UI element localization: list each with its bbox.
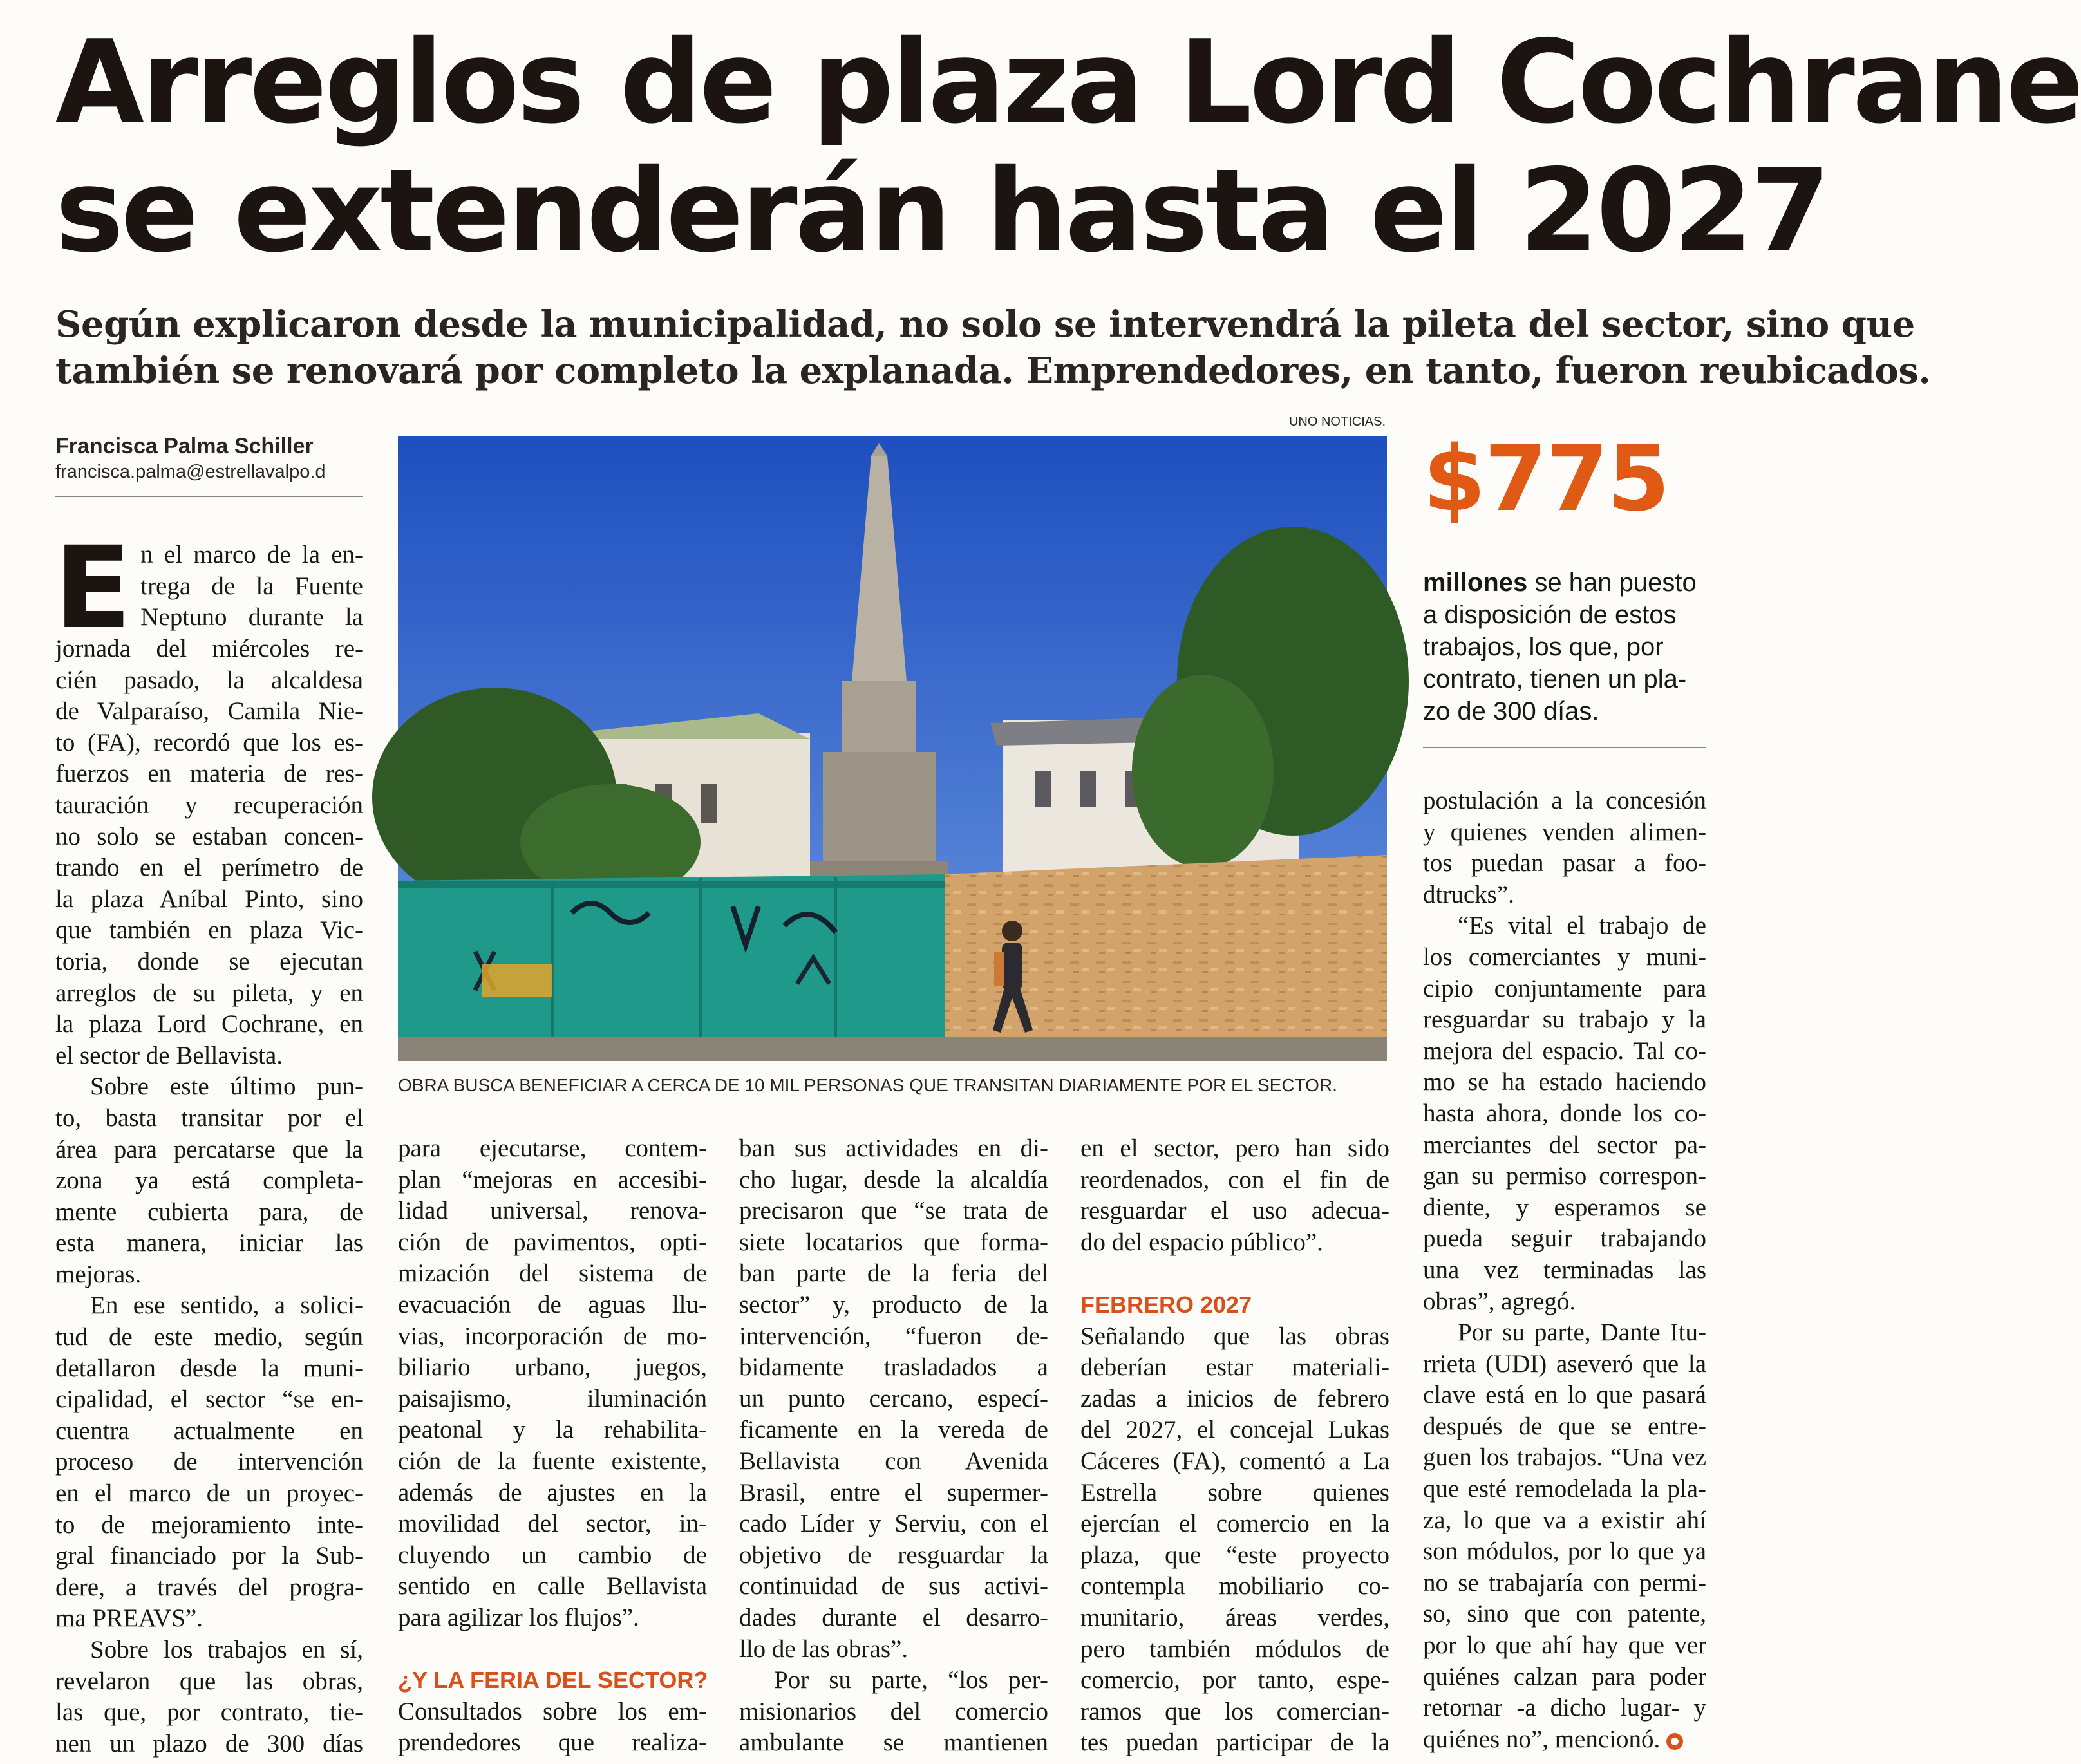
- text-line: ban parte de la feria del: [739, 1259, 1048, 1288]
- text-line: lidad universal, renova-: [398, 1197, 707, 1225]
- spacer: [398, 1634, 707, 1665]
- text-line: clave está en lo que pasará: [1423, 1381, 1706, 1409]
- text-line: mo se ha estado haciendo: [1423, 1068, 1706, 1096]
- text-line: postulación a la concesión: [1423, 787, 1706, 814]
- subheadline-line-2: también se renovará por completo la explanada. Emprendedores, en tanto, fueron reubicados.: [55, 350, 1931, 392]
- photo-illustration: [398, 436, 1387, 1061]
- text-line: dades durante el desarro-: [739, 1603, 1048, 1631]
- text-line: dtrucks”.: [1423, 880, 1514, 908]
- text-line: munitario, áreas verdes,: [1080, 1603, 1389, 1631]
- headline: [55, 15, 2081, 277]
- text-line: un punto cercano, especí-: [739, 1384, 1048, 1412]
- subheadline-line-1: Según explicaron desde la municipalidad, no solo se intervendrá la pileta del sector, sino que: [55, 303, 1915, 346]
- text-line: cado Líder y Serviu, con el: [739, 1510, 1048, 1538]
- byline: [55, 433, 364, 484]
- headline-line-1: Arreglos de plaza Lord Cochrane: [55, 15, 2081, 149]
- text-line: do del espacio público”.: [1080, 1228, 1323, 1256]
- sidebar-line-2: a disposición de estos: [1423, 601, 1677, 629]
- text-line: llo de las obras”.: [739, 1635, 909, 1663]
- sidebar-bold-lead: millones: [1423, 568, 1528, 597]
- text-line: que también en plaza Vic-: [55, 916, 363, 944]
- headline-line-2: se extenderán hasta el 2027: [55, 144, 1828, 277]
- text-line: ambulante se mantienen: [739, 1729, 1048, 1757]
- text-line: en el marco de un proyec-: [55, 1479, 363, 1508]
- text-line: gral financiado por la Sub-: [55, 1542, 363, 1570]
- text-line: Bellavista con Avenida: [739, 1447, 1048, 1475]
- text-line: tes puedan participar de la: [1080, 1729, 1389, 1757]
- text-line: son módulos, por lo que ya: [1423, 1537, 1706, 1566]
- drop-cap: E: [54, 522, 132, 654]
- text-line: los comerciantes y muni-: [1423, 943, 1706, 971]
- byline-divider: [55, 496, 363, 497]
- text-line: quiénes calzan para poder: [1423, 1662, 1706, 1691]
- text-line: to (FA), recordó que los es-: [55, 728, 363, 756]
- text-line: gan su permiso correspon-: [1423, 1162, 1706, 1190]
- lead-line: Neptuno durante la: [140, 603, 363, 632]
- text-line: to de mejoramiento inte-: [55, 1510, 363, 1539]
- text-line: fuerzos en materia de res-: [55, 760, 363, 788]
- text-line: Consultados sobre los em-: [398, 1697, 707, 1725]
- article-photo: [398, 436, 1387, 1061]
- text-line: plaza, que “este proyecto: [1080, 1541, 1389, 1569]
- text-line: ción de la fuente existente,: [398, 1447, 707, 1475]
- sidebar-line-4: contrato, tienen un pla-: [1423, 665, 1687, 693]
- text-line: Señalando que las obras: [1080, 1322, 1389, 1350]
- photo-credit: UNO NOTICIAS.: [1288, 415, 1386, 429]
- lead-line: n el marco de la en-: [140, 541, 363, 568]
- text-line: la plaza Lord Cochrane, en: [55, 1010, 363, 1038]
- text-line: sentido en calle Bellavista: [398, 1572, 707, 1600]
- author-name: Francisca Palma Schiller: [55, 434, 314, 458]
- text-line: tos puedan pasar a foo-: [1423, 849, 1706, 877]
- text-line: cuentra actualmente en: [55, 1416, 363, 1445]
- text-line: bidamente trasladados a: [739, 1353, 1048, 1382]
- text-line: mización del sistema de: [398, 1259, 707, 1288]
- text-line: paisajismo, iluminación: [398, 1384, 707, 1412]
- article-column-3: [739, 1133, 1048, 1759]
- sidebar-divider: [1423, 747, 1706, 748]
- text-line: contempla mobiliario co-: [1080, 1572, 1389, 1600]
- text-line: ción de pavimentos, opti-: [398, 1228, 707, 1256]
- text-line: vias, incorporación de mo-: [398, 1322, 707, 1350]
- text-line: tauración y recuperación: [55, 791, 363, 819]
- article-column-4: [1080, 1133, 1389, 1759]
- text-line: no solo se estaban concen-: [55, 822, 363, 850]
- text-line: que esté remodelada la pla-: [1423, 1475, 1706, 1503]
- subheadline: [55, 301, 1931, 394]
- sidebar-factoid: [1423, 567, 1706, 727]
- sidebar-line-1: [1423, 567, 1706, 599]
- text-line: diente, y esperamos se: [1423, 1193, 1706, 1221]
- text-line: movilidad del sector, in-: [398, 1510, 707, 1538]
- text-line: peatonal y la rehabilita-: [398, 1416, 707, 1444]
- text-line: mente cubierta para, de: [55, 1197, 363, 1226]
- text-line: zadas a inicios de febrero: [1080, 1384, 1389, 1412]
- text-line: za, lo que va a existir ahí: [1423, 1506, 1706, 1534]
- sidebar-line-1-rest: se han puesto: [1527, 568, 1697, 597]
- text-line: después de que se entre-: [1423, 1412, 1706, 1440]
- sidebar-line-5: zo de 300 días.: [1423, 697, 1599, 726]
- text-line: Cáceres (FA), comentó a La: [1080, 1447, 1389, 1475]
- text-line: plan “mejoras en accesibi-: [398, 1165, 707, 1194]
- text-line: jornada del miércoles re-: [55, 635, 363, 662]
- article-column-1: [54, 522, 363, 1759]
- final-text: quiénes no”, mencionó.: [1423, 1725, 1661, 1753]
- text-line: objetivo de resguardar la: [739, 1541, 1048, 1569]
- text-line: Estrella sobre quienes: [1080, 1478, 1389, 1506]
- text-line: guen los trabajos. “Una vez: [1423, 1443, 1706, 1472]
- text-line: por lo que ahí hay que ver: [1423, 1631, 1706, 1660]
- text-line: Brasil, entre el supermer-: [739, 1478, 1048, 1506]
- text-line: Sobre este último pun-: [90, 1073, 363, 1101]
- text-line: nen un plazo de 300 días: [55, 1729, 363, 1758]
- article-column-2: [398, 1133, 707, 1759]
- text-line: toria, donde se ejecutan: [55, 947, 363, 975]
- text-line: área para percatarse que la: [55, 1135, 363, 1163]
- text-line: ban sus actividades en di-: [739, 1134, 1048, 1162]
- text-line: comercio, por tanto, espe-: [1080, 1666, 1389, 1694]
- sidebar-price: $775: [1423, 427, 1669, 532]
- text-line: ramos que los comercian-: [1080, 1697, 1389, 1725]
- text-line: no se trabajaría con permi-: [1423, 1568, 1706, 1597]
- text-line: to, basta transitar por el: [55, 1103, 363, 1132]
- text-line: siete locatarios que forma-: [739, 1228, 1048, 1256]
- author-email: francisca.palma@estrellavalpo.d: [55, 462, 326, 482]
- text-line: dere, a través del progra-: [55, 1573, 363, 1601]
- text-line: mejora del espacio. Tal co-: [1423, 1037, 1706, 1065]
- text-line: mejoras.: [55, 1260, 142, 1288]
- photo-caption: OBRA BUSCA BENEFICIAR A CERCA DE 10 MIL PERSONAS QUE TRANSITAN DIARIAMENTE POR EL SECTOR.: [398, 1075, 1337, 1095]
- text-line: para ejecutarse, contem-: [398, 1134, 707, 1162]
- text-line: intervención, “fueron de-: [739, 1322, 1048, 1350]
- text-line-final: [1423, 1724, 1706, 1756]
- text-line: arreglos de su pileta, y en: [55, 979, 363, 1007]
- text-line: evacuación de aguas llu-: [398, 1290, 707, 1318]
- text-line: una vez terminadas las: [1423, 1255, 1706, 1284]
- sidebar-line-3: trabajos, los que, por: [1423, 633, 1664, 661]
- text-line: cién pasado, la alcaldesa: [55, 666, 363, 694]
- text-line: de Valparaíso, Camila Nie-: [55, 697, 363, 726]
- text-line: el sector de Bellavista.: [55, 1041, 283, 1069]
- section-subhead-feria: ¿Y LA FERIA DEL SECTOR?: [398, 1667, 708, 1694]
- text-line: zona ya está completa-: [55, 1167, 363, 1195]
- text-line: ficamente en la vereda de: [739, 1416, 1048, 1444]
- text-line: trando en el perímetro de: [55, 854, 363, 882]
- lead-line: trega de la Fuente: [140, 572, 363, 600]
- end-of-article-icon: [1666, 1733, 1683, 1750]
- text-line: deberían estar materiali-: [1080, 1353, 1389, 1382]
- text-line: cluyendo un cambio de: [398, 1541, 707, 1569]
- text-line: en el sector, pero han sido: [1080, 1134, 1389, 1162]
- text-line: precisaron que “se trata de: [739, 1197, 1048, 1225]
- text-line: resguardar el uso adecua-: [1080, 1197, 1389, 1225]
- text-line: Por su parte, “los per-: [774, 1666, 1048, 1694]
- text-line: pueda seguir trabajando: [1423, 1224, 1706, 1253]
- text-line: del 2027, el concejal Lukas: [1080, 1416, 1389, 1444]
- text-line: obras”, agregó.: [1423, 1287, 1576, 1315]
- text-line: merciantes del sector pa-: [1423, 1131, 1706, 1159]
- text-line: hasta ahora, donde los co-: [1423, 1099, 1706, 1127]
- text-line: tud de este medio, según: [55, 1323, 363, 1351]
- text-line: continuidad de sus activi-: [739, 1572, 1048, 1600]
- text-line: cho lugar, desde la alcaldía: [739, 1165, 1048, 1194]
- text-line: esta manera, iniciar las: [55, 1229, 363, 1257]
- text-line: resguardar su trabajo y la: [1423, 1006, 1706, 1034]
- text-line: biliario urbano, juegos,: [398, 1353, 707, 1382]
- text-line: detallaron desde la muni-: [55, 1354, 363, 1382]
- text-line: prendedores que realiza-: [398, 1729, 707, 1757]
- article-column-5: [1423, 785, 1706, 1755]
- text-line: y quienes venden alimen-: [1423, 818, 1706, 846]
- section-subhead-febrero: FEBRERO 2027: [1080, 1291, 1252, 1318]
- text-line: proceso de intervención: [55, 1448, 363, 1476]
- text-line: las que, por contrato, tie-: [55, 1698, 363, 1727]
- text-line: cipalidad, el sector “se en-: [55, 1385, 363, 1414]
- text-line: ejercían el comercio en la: [1080, 1510, 1389, 1538]
- text-line: rrieta (UDI) aseveró que la: [1423, 1349, 1706, 1378]
- text-line: reordenados, con el fin de: [1080, 1165, 1389, 1194]
- col1-body: [55, 633, 363, 1759]
- text-line: misionarios del comercio: [739, 1697, 1048, 1725]
- text-line: so, sino que con patente,: [1423, 1600, 1706, 1628]
- text-line: pero también módulos de: [1080, 1635, 1389, 1663]
- text-line: para agilizar los flujos”.: [398, 1603, 639, 1631]
- text-line: En ese sentido, a solici-: [90, 1291, 363, 1320]
- text-line: Sobre los trabajos en sí,: [90, 1636, 363, 1664]
- text-line: la plaza Aníbal Pinto, sino: [55, 885, 363, 913]
- text-line: “Es vital el trabajo de: [1458, 912, 1706, 940]
- text-line: además de ajustes en la: [398, 1478, 707, 1506]
- text-line: retornar -a dicho lugar- y: [1423, 1694, 1706, 1722]
- text-line: revelaron que las obras,: [55, 1667, 363, 1695]
- spacer: [1080, 1258, 1389, 1290]
- text-line: sector” y, producto de la: [739, 1290, 1048, 1318]
- text-line: Por su parte, Dante Itu-: [1458, 1318, 1706, 1347]
- text-line: cipio conjuntamente para: [1423, 974, 1706, 1002]
- text-line: ma PREAVS”.: [55, 1604, 203, 1633]
